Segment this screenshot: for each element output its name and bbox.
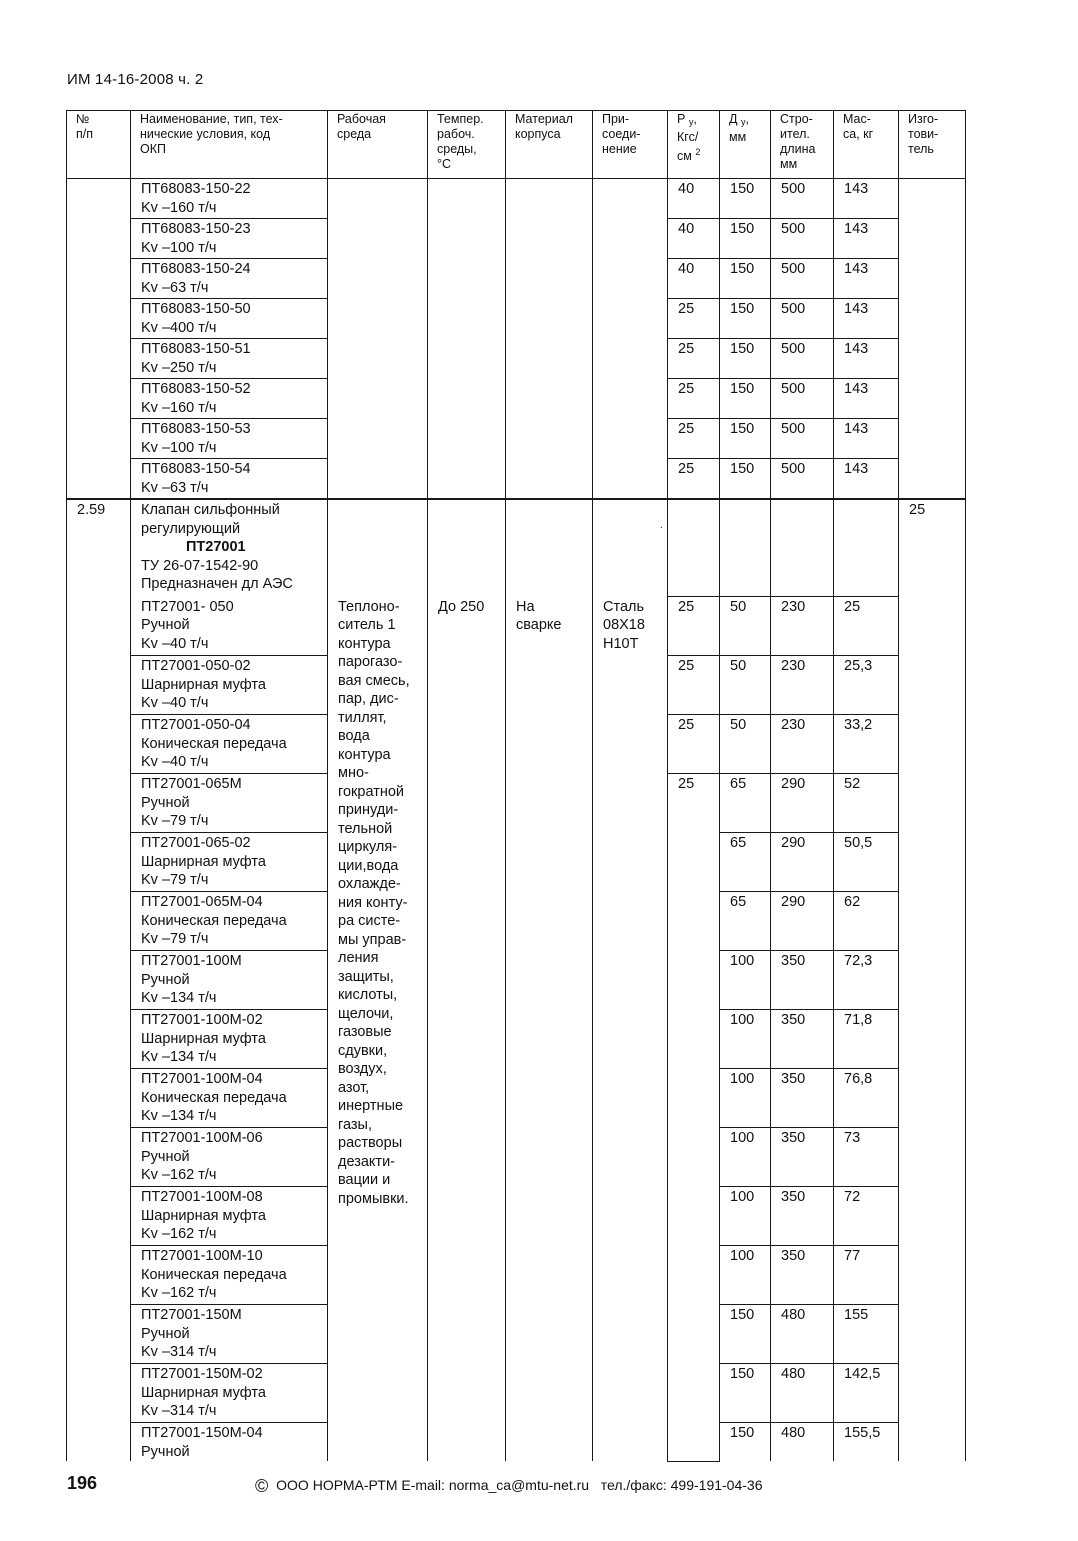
cell-mass: 143	[834, 339, 899, 379]
cell-pressure: 25	[668, 339, 720, 379]
cell-medium	[328, 499, 428, 597]
cell-diameter: 100	[720, 951, 771, 1010]
cell-name: ПТ27001-100М-02 Шарнирная муфта Kv –134 т/ч	[131, 1010, 328, 1069]
cell-diameter: 150	[720, 459, 771, 500]
cell-length: 290	[771, 774, 834, 833]
cell-temp	[428, 499, 506, 597]
cell-mass: 76,8	[834, 1069, 899, 1128]
cell-length: 480	[771, 1364, 834, 1423]
cell-name: ПТ27001-065-02 Шарнирная муфта Kv –79 т/ч	[131, 833, 328, 892]
cell-mass: 143	[834, 379, 899, 419]
cell-mass: 143	[834, 259, 899, 299]
cell-pressure: 25	[668, 419, 720, 459]
cell-mass: 52	[834, 774, 899, 833]
cell-length	[771, 499, 834, 597]
cell-length: 350	[771, 1128, 834, 1187]
cell-length: 350	[771, 951, 834, 1010]
cell-diameter: 100	[720, 1246, 771, 1305]
col-header-name: Наименование, тип, тех- нические условия, код ОКП	[131, 111, 328, 179]
cell-name: ПТ27001-150М-04 Ручной	[131, 1423, 328, 1462]
cell-pressure	[668, 499, 720, 597]
cell-mass: 143	[834, 179, 899, 219]
cell-temp: До 250	[428, 597, 506, 1462]
cell-diameter: 65	[720, 892, 771, 951]
cell-mass: 72	[834, 1187, 899, 1246]
col-header-diameter: Д $_у$, мм	[720, 111, 771, 179]
cell-length: 230	[771, 715, 834, 774]
cell-name: ПТ68083-150-23 Kv –100 т/ч	[131, 219, 328, 259]
cell-mass: 142,5	[834, 1364, 899, 1423]
cell-pressure: 40	[668, 259, 720, 299]
cell-diameter: 100	[720, 1069, 771, 1128]
cell-diameter: 150	[720, 179, 771, 219]
cell-name: ПТ27001-050-02 Шарнирная муфта Kv –40 т/ч	[131, 656, 328, 715]
cell-material: На сварке	[506, 597, 593, 1462]
cell-mass: 77	[834, 1246, 899, 1305]
col-header-num: № п/п	[67, 111, 131, 179]
cell-name: ПТ68083-150-24 Kv –63 т/ч	[131, 259, 328, 299]
valve-spec-table	[66, 110, 966, 1462]
col-header-pressure: Р $_у$, Кгс/ см $^2$	[668, 111, 720, 179]
cell-diameter: 100	[720, 1010, 771, 1069]
cell-medium: Теплоно- ситель 1 контура парогазо- вая смесь, пар, дис- тиллят, вода контура мно- гократной принуди- тельной циркуля- ции,вода охлажде- ния конту- ра систе- мы управ- ления защиты, кислоты, щелочи, газовые сдувки, воздух, азот, инертные газы, растворы дезакти- вации и промывки.	[328, 597, 428, 1462]
cell-name: ПТ68083-150-50 Kv –400 т/ч	[131, 299, 328, 339]
cell-pressure: 40	[668, 219, 720, 259]
col-header-length: Стро- ител. длина мм	[771, 111, 834, 179]
cell-material	[506, 179, 593, 500]
cell-diameter: 150	[720, 339, 771, 379]
cell-length: 480	[771, 1305, 834, 1364]
cell-maker	[899, 179, 966, 500]
cell-length: 500	[771, 379, 834, 419]
col-header-mass: Мас- са, кг	[834, 111, 899, 179]
cell-diameter: 150	[720, 1305, 771, 1364]
cell-mass	[834, 499, 899, 597]
cell-diameter: 150	[720, 219, 771, 259]
cell-diameter: 50	[720, 656, 771, 715]
col-header-material: Материал корпуса	[506, 111, 593, 179]
cell-name: ПТ27001-065М-04 Коническая передача Kv –79 т/ч	[131, 892, 328, 951]
cell-pressure: 25	[668, 715, 720, 774]
cell-name: ПТ27001-065М Ручной Kv –79 т/ч	[131, 774, 328, 833]
cell-num	[67, 179, 131, 500]
cell-mass: 72,3	[834, 951, 899, 1010]
cell-mass: 33,2	[834, 715, 899, 774]
section-number: 2.59	[67, 499, 131, 597]
cell-material	[506, 499, 593, 597]
col-header-medium: Рабочая среда	[328, 111, 428, 179]
cell-diameter: 150	[720, 1423, 771, 1462]
cell-name: ПТ68083-150-51 Kv –250 т/ч	[131, 339, 328, 379]
cell-length: 500	[771, 219, 834, 259]
cell-pressure: 25	[668, 379, 720, 419]
cell-mass: 143	[834, 299, 899, 339]
cell-diameter: 150	[720, 1364, 771, 1423]
copyright-icon: ©	[255, 1476, 269, 1496]
cell-mass: 71,8	[834, 1010, 899, 1069]
cell-mass: 143	[834, 459, 899, 500]
cell-mass: 25	[834, 597, 899, 656]
cell-mass: 155	[834, 1305, 899, 1364]
cell-length: 350	[771, 1246, 834, 1305]
section-title: Клапан сильфонный регулирующий ПТ27001 ТУ 26-07-1542-90 Предназначен дл АЭС	[131, 499, 328, 597]
cell-mass: 143	[834, 419, 899, 459]
col-header-temp: Темпер. рабоч. среды, °С	[428, 111, 506, 179]
cell-name: ПТ27001-100М-06 Ручной Kv –162 т/ч	[131, 1128, 328, 1187]
cell-length: 230	[771, 597, 834, 656]
cell-length: 290	[771, 892, 834, 951]
cell-diameter: 150	[720, 259, 771, 299]
cell-maker	[899, 597, 966, 1462]
cell-mass: 25,3	[834, 656, 899, 715]
cell-length: 230	[771, 656, 834, 715]
footer-text: ООО НОРМА-РТМ E-mail: norma_ca@mtu-net.ru тел./факс: 499-191-04-36	[276, 1477, 763, 1493]
cell-name: ПТ27001-100М Ручной Kv –134 т/ч	[131, 951, 328, 1010]
cell-diameter: 50	[720, 715, 771, 774]
cell-pressure: 25	[668, 299, 720, 339]
cell-name: ПТ27001-150М Ручной Kv –314 т/ч	[131, 1305, 328, 1364]
document-code: ИМ 14-16-2008 ч. 2	[67, 71, 204, 88]
table-header-row	[67, 111, 966, 179]
cell-pressure: 40	[668, 179, 720, 219]
cell-medium	[328, 179, 428, 500]
section-row	[67, 499, 966, 597]
cell-name: ПТ27001-100М-08 Шарнирная муфта Kv –162 т/ч	[131, 1187, 328, 1246]
cell-diameter: 50	[720, 597, 771, 656]
cell-diameter: 100	[720, 1128, 771, 1187]
cell-pressure: 25	[668, 774, 720, 1462]
cell-name: ПТ27001-050-04 Коническая передача Kv –40 т/ч	[131, 715, 328, 774]
table-row	[67, 597, 966, 656]
cell-pressure: 25	[668, 459, 720, 500]
cell-pressure: 25	[668, 656, 720, 715]
cell-length: 500	[771, 339, 834, 379]
cell-mass: 143	[834, 219, 899, 259]
cell-connection: ·	[593, 499, 668, 597]
cell-length: 480	[771, 1423, 834, 1462]
cell-num	[67, 597, 131, 1462]
cell-length: 500	[771, 419, 834, 459]
cell-length: 350	[771, 1069, 834, 1128]
cell-name: ПТ68083-150-54 Kv –63 т/ч	[131, 459, 328, 500]
cell-name: ПТ27001-100М-10 Коническая передача Kv –162 т/ч	[131, 1246, 328, 1305]
col-header-connection: При- соеди- нение	[593, 111, 668, 179]
cell-length: 500	[771, 459, 834, 500]
cell-diameter: 100	[720, 1187, 771, 1246]
cell-name: ПТ27001-100М-04 Коническая передача Kv –134 т/ч	[131, 1069, 328, 1128]
cell-length: 290	[771, 833, 834, 892]
cell-name: ПТ68083-150-22 Kv –160 т/ч	[131, 179, 328, 219]
cell-pressure: 25	[668, 597, 720, 656]
cell-diameter: 150	[720, 419, 771, 459]
cell-mass: 73	[834, 1128, 899, 1187]
cell-diameter: 65	[720, 774, 771, 833]
cell-diameter	[720, 499, 771, 597]
cell-connection	[593, 179, 668, 500]
cell-connection: Сталь 08Х18 Н10Т	[593, 597, 668, 1462]
table-row	[67, 179, 966, 219]
cell-temp	[428, 179, 506, 500]
footer-copyright	[255, 1476, 763, 1497]
col-header-maker: Изго- тови- тель	[899, 111, 966, 179]
cell-maker: 25	[899, 499, 966, 597]
cell-name: ПТ27001- 050 Ручной Kv –40 т/ч	[131, 597, 328, 656]
cell-mass: 155,5	[834, 1423, 899, 1462]
cell-mass: 62	[834, 892, 899, 951]
cell-length: 500	[771, 299, 834, 339]
cell-diameter: 150	[720, 379, 771, 419]
cell-name: ПТ27001-150М-02 Шарнирная муфта Kv –314 т/ч	[131, 1364, 328, 1423]
cell-length: 500	[771, 259, 834, 299]
page-number: 196	[67, 1473, 98, 1493]
cell-diameter: 150	[720, 299, 771, 339]
cell-length: 500	[771, 179, 834, 219]
cell-name: ПТ68083-150-53 Kv –100 т/ч	[131, 419, 328, 459]
cell-name: ПТ68083-150-52 Kv –160 т/ч	[131, 379, 328, 419]
cell-mass: 50,5	[834, 833, 899, 892]
cell-length: 350	[771, 1187, 834, 1246]
cell-diameter: 65	[720, 833, 771, 892]
cell-length: 350	[771, 1010, 834, 1069]
